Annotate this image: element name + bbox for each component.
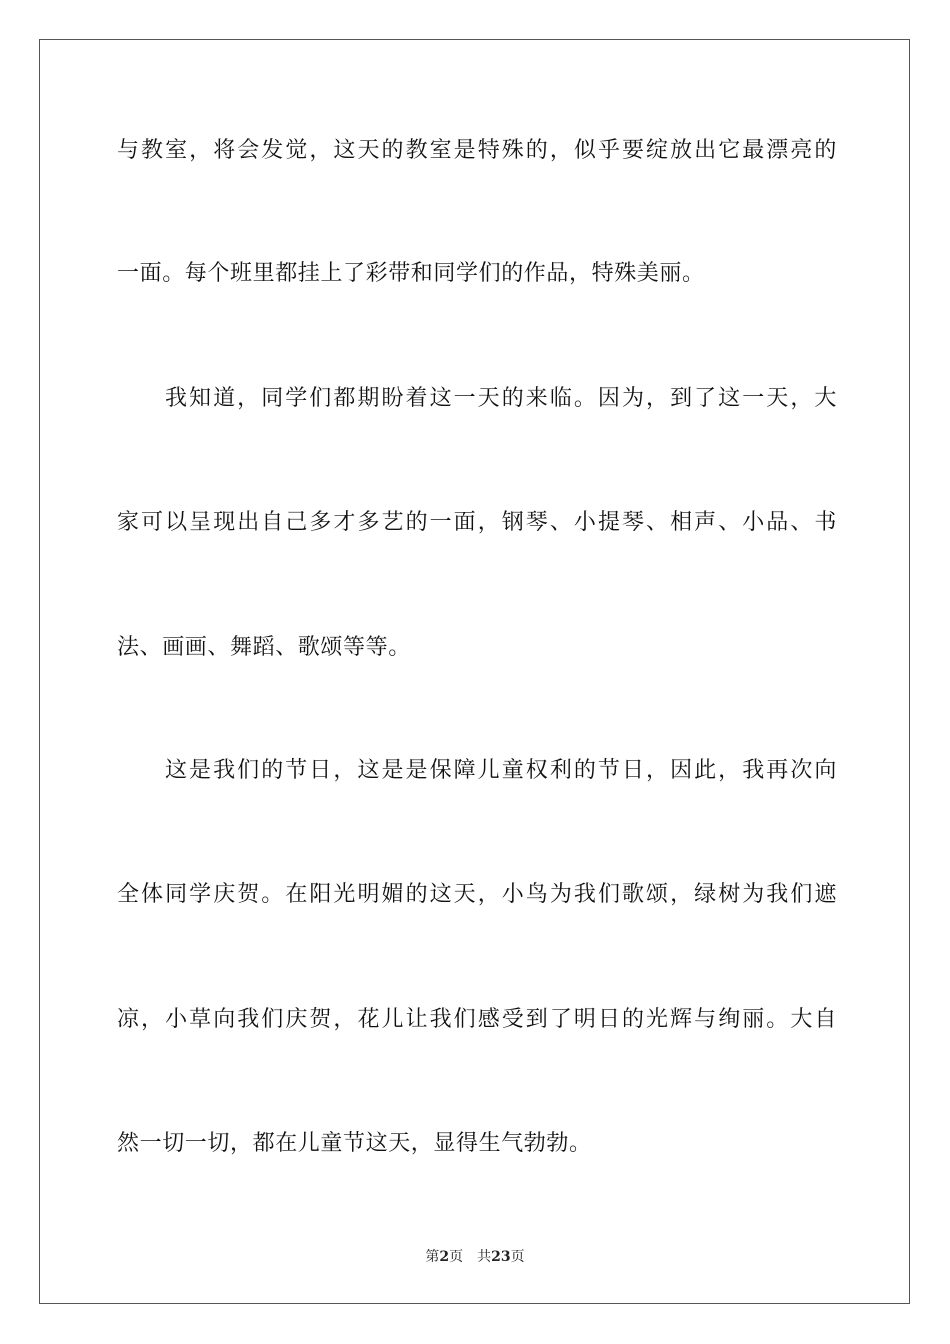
body-line-7: 全体同学庆贺。在阳光明媚的这天，小鸟为我们歌颂，绿树为我们遮	[117, 882, 837, 907]
body-line-8: 凉，小草向我们庆贺，花儿让我们感受到了明日的光辉与绚丽。大自	[117, 1007, 837, 1032]
body-line-9: 然一切一切，都在儿童节这天，显得生气勃勃。	[117, 1131, 592, 1156]
total-prefix: 共	[477, 1249, 492, 1265]
total-suffix: 页	[510, 1249, 525, 1265]
body-line-6: 这是我们的节日，这是是保障儿童权利的节日，因此，我再次向	[165, 758, 837, 783]
page-suffix: 页	[449, 1249, 464, 1265]
body-line-5: 法、画画、舞蹈、歌颂等等。	[117, 635, 411, 660]
page-prefix: 第	[425, 1249, 440, 1265]
body-line-3: 我知道，同学们都期盼着这一天的来临。因为，到了这一天，大	[165, 386, 837, 411]
page-total: 23	[491, 1249, 511, 1265]
body-line-1: 与教室，将会发觉，这天的教室是特殊的，似乎要绽放出它最漂亮的	[117, 138, 837, 163]
page-border	[39, 39, 910, 1304]
page-current: 2	[439, 1249, 450, 1265]
body-line-2: 一面。每个班里都挂上了彩带和同学们的作品，特殊美丽。	[117, 261, 705, 286]
body-line-4: 家可以呈现出自己多才多艺的一面，钢琴、小提琴、相声、小品、书	[117, 510, 837, 535]
page-footer	[0, 1247, 950, 1267]
